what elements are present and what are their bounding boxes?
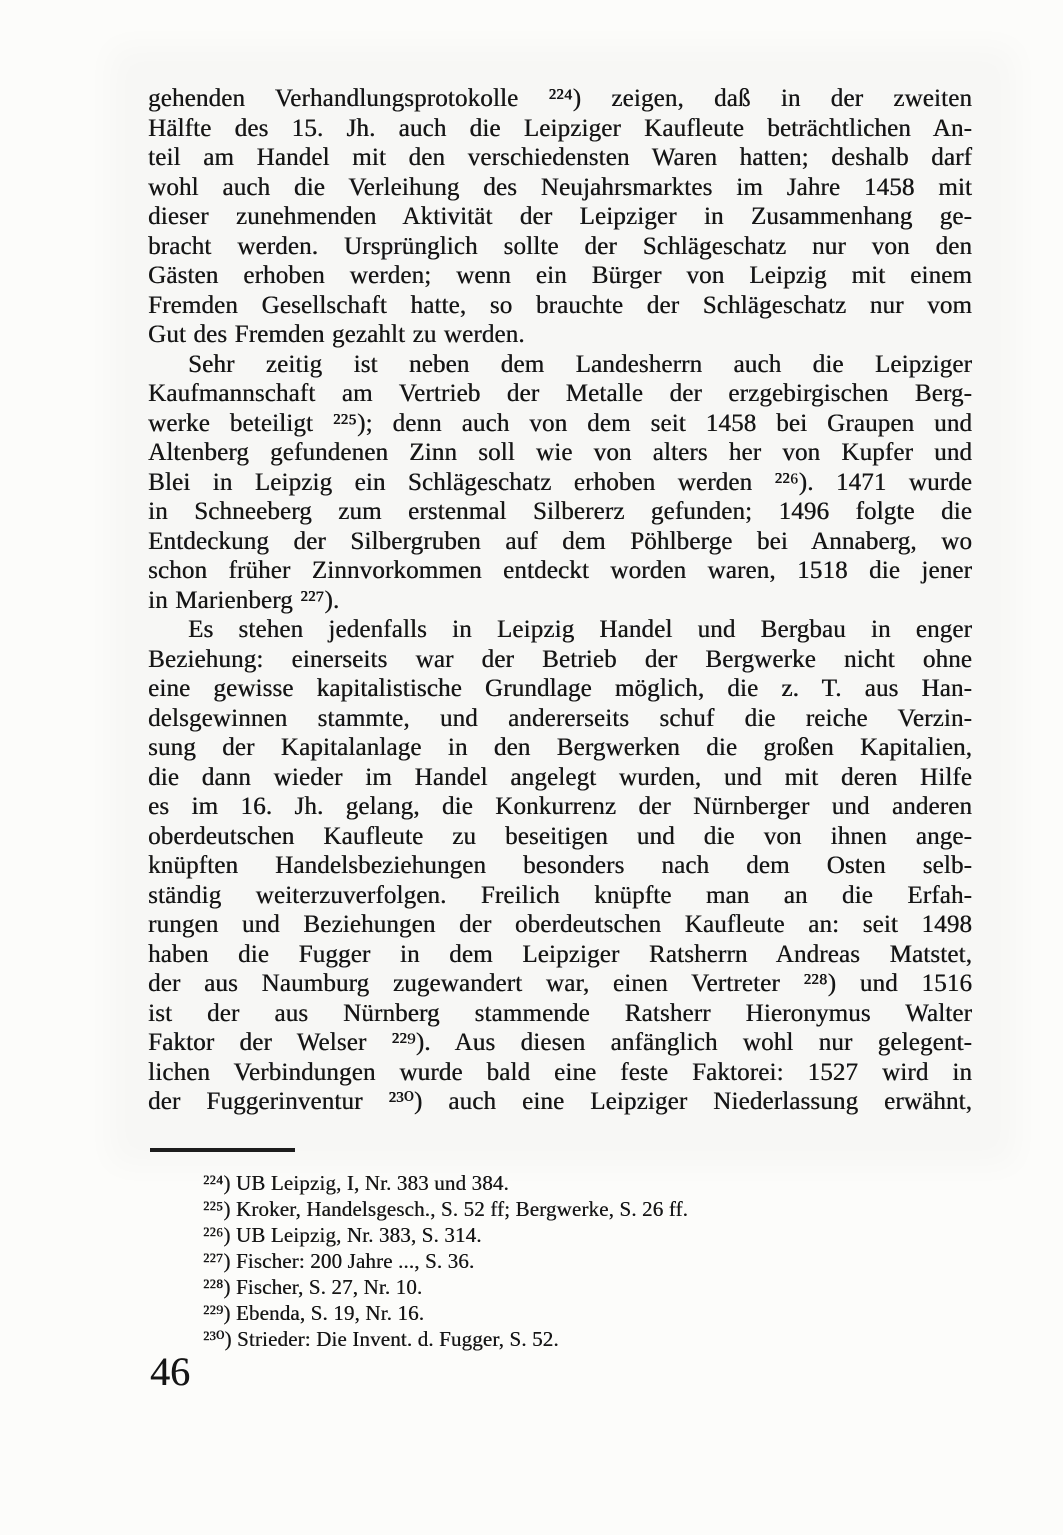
- paragraph: [148, 350, 972, 616]
- text-line: werke beteiligt ²²⁵); denn auch von dem seit 1458 bei Graupen und: [148, 409, 972, 437]
- text-line: die dann wieder im Handel angelegt wurden, und mit deren Hilfe: [148, 763, 972, 791]
- text-line: es im 16. Jh. gelang, die Konkurrenz der Nürnberger und anderen: [148, 793, 972, 820]
- text-line: rungen und Beziehungen der oberdeutschen Kaufleute an: seit 1498: [148, 911, 972, 938]
- text-line: Hälfte des 15. Jh. auch die Leipziger Kaufleute beträchtlichen An-: [148, 114, 972, 142]
- text-line: Sehr zeitig ist neben dem Landesherrn auch die Leipziger: [188, 350, 972, 378]
- text-line: dieser zunehmenden Aktivität der Leipziger in Zusammenhang ge-: [148, 203, 972, 230]
- text-line: eine gewisse kapitalistische Grundlage möglich, die z. T. aus Han-: [148, 675, 972, 702]
- text-line: wohl auch die Verleihung des Neujahrsmarktes im Jahre 1458 mit: [148, 173, 972, 201]
- text-line: delsgewinnen stammte, und andererseits schuf die reiche Verzin-: [148, 704, 972, 732]
- text-line: der aus Naumburg zugewandert war, einen Vertreter ²²⁸) und 1516: [148, 970, 972, 997]
- text-line: ist der aus Nürnberg stammende Ratsherr Hieronymus Walter: [148, 999, 972, 1027]
- text-line: Gästen erhoben werden; wenn ein Bürger von Leipzig mit einem: [148, 262, 972, 289]
- text-line: teil am Handel mit den verschiedensten Waren hatten; deshalb darf: [148, 144, 972, 171]
- text-line: gehenden Verhandlungsprotokolle ²²⁴) zeigen, daß in der zweiten: [148, 85, 972, 112]
- footnote-item: ²³⁰) Strieder: Die Invent. d. Fugger, S. 52.: [203, 1327, 559, 1351]
- text-line: Altenberg gefundenen Zinn soll wie von alters her von Kupfer und: [148, 439, 972, 466]
- text-line: ständig weiterzuverfolgen. Freilich knüpfte man an die Erfah-: [148, 881, 972, 909]
- paragraph: [148, 84, 972, 350]
- text-line: Es stehen jedenfalls in Leipzig Handel und Bergbau in enger: [188, 616, 972, 643]
- footnote-item: ²²⁴) UB Leipzig, I, Nr. 383 und 384.: [203, 1171, 509, 1195]
- text-line: lichen Verbindungen wurde bald eine feste Faktorei: 1527 wird in: [148, 1058, 972, 1086]
- footnote-item: ²²⁵) Kroker, Handelsgesch., S. 52 ff; Bergwerke, S. 26 ff.: [203, 1197, 689, 1221]
- footnote-item: ²²⁸) Fischer, S. 27, Nr. 10.: [203, 1275, 423, 1299]
- page-number: 46: [150, 1349, 190, 1394]
- body-text-block: [148, 84, 972, 1117]
- text-line: sung der Kapitalanlage in den Bergwerken die großen Kapitalien,: [148, 734, 972, 761]
- footnote-item: ²²⁶) UB Leipzig, Nr. 383, S. 314.: [203, 1223, 482, 1247]
- footnote-item: ²²⁷) Fischer: 200 Jahre ..., S. 36.: [203, 1249, 475, 1273]
- text-line: Gut des Fremden gezahlt zu werden.: [148, 321, 525, 348]
- text-line: Beziehung: einerseits war der Betrieb der Bergwerke nicht ohne: [148, 645, 972, 673]
- text-line: oberdeutschen Kaufleute zu beseitigen und die von ihnen ange-: [148, 822, 972, 850]
- footnotes-block: [148, 1170, 972, 1352]
- text-line: Entdeckung der Silbergruben auf dem Pöhlberge bei Annaberg, wo: [148, 527, 972, 555]
- text-line: in Marienberg ²²⁷).: [148, 586, 340, 614]
- text-line: Kaufmannschaft am Vertrieb der Metalle der erzgebirgischen Berg-: [148, 380, 972, 407]
- paragraph: [148, 615, 972, 1117]
- footnote-item: ²²⁹) Ebenda, S. 19, Nr. 16.: [203, 1301, 425, 1325]
- text-line: Fremden Gesellschaft hatte, so brauchte der Schlägeschatz nur vom: [148, 291, 972, 319]
- text-line: schon früher Zinnvorkommen entdeckt worden waren, 1518 die jener: [148, 557, 972, 584]
- text-line: bracht werden. Ursprünglich sollte der Schlägeschatz nur von den: [148, 232, 972, 260]
- text-line: knüpften Handelsbeziehungen besonders nach dem Osten selb-: [148, 852, 972, 879]
- text-line: in Schneeberg zum erstenmal Silbererz gefunden; 1496 folgte die: [148, 498, 972, 525]
- footnote-separator: [150, 1148, 295, 1152]
- text-line: Faktor der Welser ²²⁹). Aus diesen anfänglich wohl nur gelegent-: [148, 1029, 972, 1056]
- text-line: haben die Fugger in dem Leipziger Ratsherrn Andreas Matstet,: [148, 940, 972, 968]
- text-line: der Fuggerinventur ²³⁰) auch eine Leipziger Niederlassung erwähnt,: [148, 1088, 972, 1115]
- text-line: Blei in Leipzig ein Schlägeschatz erhoben werden ²²⁶). 1471 wurde: [148, 468, 972, 496]
